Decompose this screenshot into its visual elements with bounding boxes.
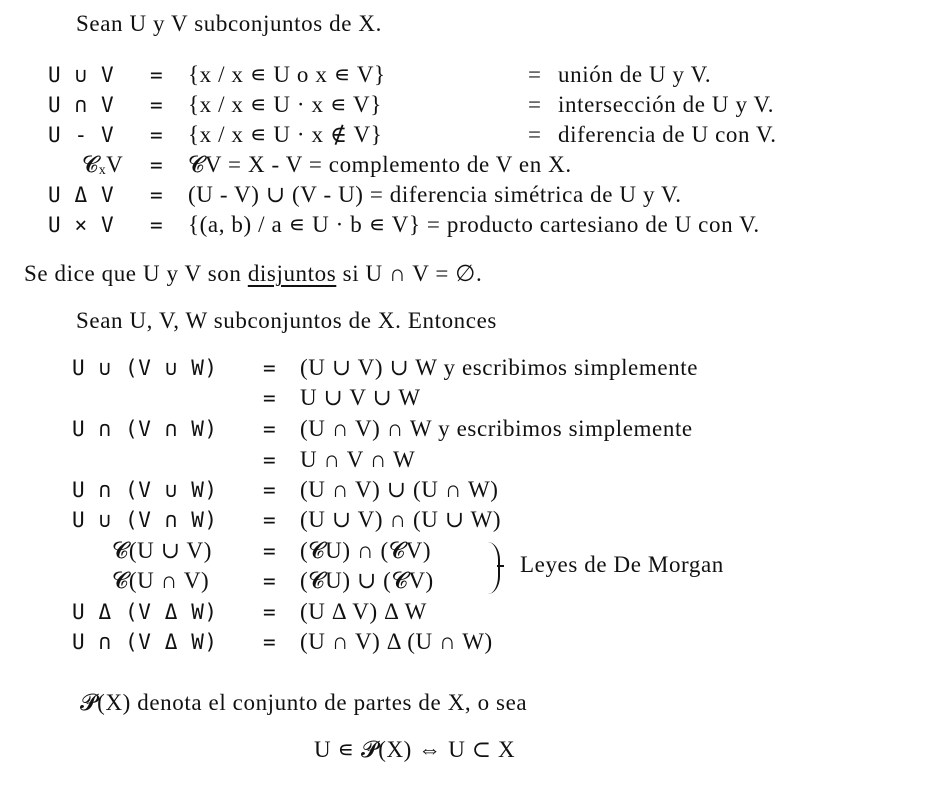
power-set-equivalence: U ∊ 𝓟(X) ⇔ U ⊂ X [314, 737, 516, 762]
identity-left: U ∪ (V ∩ W) [72, 508, 218, 532]
def-expression: {x / x ∊ U o x ∊ V} [188, 62, 386, 87]
power-set-sentence: 𝓟(X) denota el conjunto de partes de X, o sea [80, 690, 528, 715]
identity-equals: = [263, 630, 277, 654]
identity-left: U ∩ (V ∪ W) [72, 478, 218, 502]
def-expression: {(a, b) / a ∊ U · b ∊ V} = producto cartesiano de U con V. [188, 212, 760, 237]
identity-left: 𝓒(U ∪ V) [112, 538, 212, 563]
def-expression: {x / x ∊ U · x ∊ V} [188, 92, 382, 117]
def-left: U × V [48, 213, 115, 237]
def-equals: = [150, 153, 164, 177]
def-expression: 𝓒V = X - V = complemento de V en X. [188, 152, 572, 177]
def-description: diferencia de U con V. [558, 122, 777, 147]
def-left: U - V [48, 123, 115, 147]
identity-right: (U ∩ V) ∪ (U ∩ W) [300, 477, 499, 502]
def-equals-2: = [528, 62, 542, 87]
identity-right: (U ∩ V) ∩ W y escribimos simplemente [300, 416, 693, 441]
def-left: U Δ V [48, 183, 115, 207]
identity-left: U ∩ (V ∩ W) [72, 417, 218, 441]
def-description: unión de U y V. [558, 62, 712, 87]
identity-left: U ∪ (V ∪ W) [72, 356, 218, 380]
disjoint-before: Se dice que U y V son [24, 261, 248, 286]
def-equals-2: = [528, 122, 542, 147]
disjoint-after: si U ∩ V = ∅. [336, 261, 483, 286]
def-equals: = [150, 123, 164, 147]
de-morgan-label: Leyes de De Morgan [520, 552, 724, 577]
intro2-line: Sean U, V, W subconjuntos de X. Entonces [76, 308, 497, 333]
de-morgan-brace [484, 542, 500, 594]
def-equals: = [150, 213, 164, 237]
identity-equals: = [263, 539, 277, 563]
identity-right: (U Δ V) Δ W [300, 599, 427, 624]
identity-equals: = [263, 508, 277, 532]
identity-right: (U ∩ V) Δ (U ∩ W) [300, 629, 493, 654]
identity-equals: = [263, 600, 277, 624]
identity-right: U ∩ V ∩ W [300, 447, 416, 472]
def-expression: (U - V) ∪ (V - U) = diferencia simétrica de U y V. [188, 182, 682, 207]
identity-equals: = [263, 386, 277, 410]
def-equals: = [150, 93, 164, 117]
de-morgan-brace-tip [497, 565, 504, 567]
def-left: U ∩ V [48, 93, 115, 117]
identity-equals: = [263, 478, 277, 502]
intro-line: Sean U y V subconjuntos de X. [76, 11, 382, 36]
identity-right: (U ∪ V) ∪ W y escribimos simplemente [300, 355, 699, 380]
def-equals: = [150, 183, 164, 207]
identity-equals: = [263, 356, 277, 380]
identity-right: (𝓒U) ∪ (𝓒V) [300, 568, 434, 593]
identity-equals: = [263, 417, 277, 441]
identity-equals: = [263, 448, 277, 472]
identity-right: U ∪ V ∪ W [300, 385, 421, 410]
identity-equals: = [263, 569, 277, 593]
identity-left: U Δ (V Δ W) [72, 600, 218, 624]
def-expression: {x / x ∊ U · x ∉ V} [188, 122, 383, 147]
def-left: U ∪ V [48, 63, 115, 87]
disjoint-term: disjuntos [247, 261, 337, 286]
identity-right: (𝓒U) ∩ (𝓒V) [300, 538, 432, 563]
def-equals-2: = [528, 92, 542, 117]
identity-left: U ∩ (V Δ W) [72, 630, 218, 654]
def-description: intersección de U y V. [558, 92, 775, 117]
def-equals: = [150, 63, 164, 87]
def-left: 𝓒ₓV [82, 152, 124, 177]
identity-left: 𝓒(U ∩ V) [112, 568, 210, 593]
disjoint-sentence [24, 260, 482, 288]
identity-right: (U ∪ V) ∩ (U ∪ W) [300, 507, 502, 532]
